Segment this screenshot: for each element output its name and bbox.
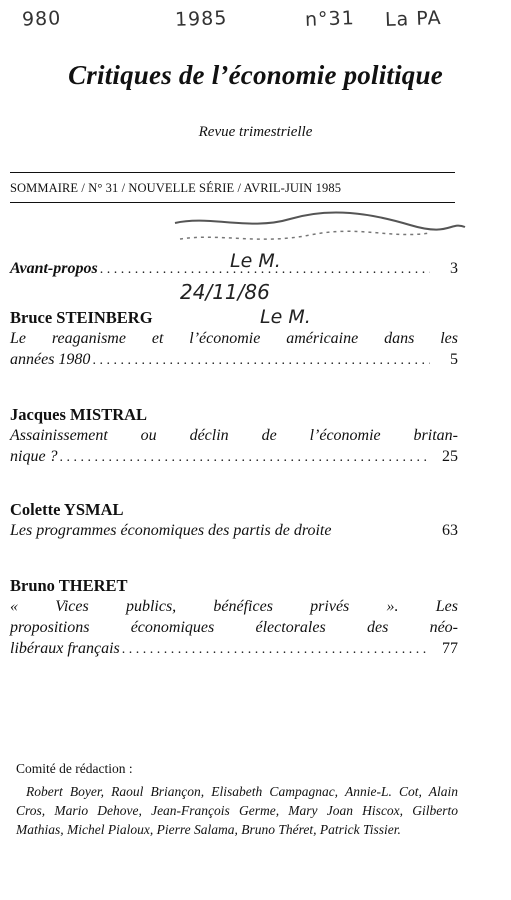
toc-page: 5 bbox=[450, 351, 458, 368]
toc-title-line: Assainissement ou déclin de l’économie britan- bbox=[10, 427, 458, 444]
editorial-committee-heading: Comité de rédaction : bbox=[16, 761, 133, 776]
handwritten-date: 24/11/86 bbox=[180, 280, 270, 304]
toc-title: Avant-propos bbox=[10, 260, 98, 277]
editorial-committee-members: Robert Boyer, Raoul Briançon, Elisabeth Campagnac, Annie-L. Cot, Alain Cros, Mario Dehove, Jean-François Germe, Mary Joan Hiscox, Gilberto Mathias, Michel Pialoux, Pierre Salama, Bruno Théret, Patrick Tissier. bbox=[16, 784, 458, 837]
toc-author: Jacques MISTRAL bbox=[10, 405, 148, 424]
handwritten-note-2: Le M. bbox=[260, 306, 311, 328]
sommaire-header: SOMMAIRE / N° 31 / NOUVELLE SÉRIE / AVRIL-JUIN 1985 bbox=[10, 181, 342, 195]
divider-top bbox=[10, 172, 455, 173]
handwritten-abbrev: La PA bbox=[384, 7, 442, 31]
toc-title-line: nique ? bbox=[10, 448, 58, 465]
dot-leader bbox=[122, 639, 430, 660]
toc-author: Bruno THERET bbox=[10, 576, 128, 595]
handwritten-issue-number: n°31 bbox=[304, 7, 356, 31]
toc-author: Colette YSMAL bbox=[10, 500, 124, 519]
dot-leader bbox=[60, 447, 430, 468]
toc-author: Bruce STEINBERG bbox=[10, 308, 153, 327]
toc-page: 77 bbox=[442, 640, 458, 657]
handwritten-catalog-number: 980 bbox=[21, 7, 62, 31]
toc-title-line: années 1980 bbox=[10, 351, 91, 368]
toc-entry-steinberg bbox=[10, 308, 458, 371]
toc-title-line: propositions économiques électorales des néo- bbox=[10, 619, 458, 636]
toc-page: 63 bbox=[442, 522, 458, 539]
handwritten-year: 1985 bbox=[174, 7, 228, 31]
toc-page: 3 bbox=[450, 260, 458, 277]
toc-title-line: Les programmes économiques des partis de droite bbox=[10, 522, 332, 539]
toc-entry-mistral bbox=[10, 405, 458, 468]
toc-title-line: Le reaganisme et l’économie américaine dans les bbox=[10, 330, 458, 347]
divider-bottom bbox=[10, 202, 455, 203]
toc-title-line: « Vices publics, bénéfices privés ». Les bbox=[10, 598, 458, 615]
toc-title-line: libéraux français bbox=[10, 640, 120, 657]
toc-page: 25 bbox=[442, 448, 458, 465]
toc-entry-theret bbox=[10, 576, 458, 660]
journal-title: Critiques de l’économie politique bbox=[68, 60, 443, 90]
stamp-scribble bbox=[170, 205, 470, 249]
dot-leader bbox=[92, 350, 430, 371]
journal-subtitle: Revue trimestrielle bbox=[198, 124, 313, 140]
handwritten-note-1: Le M. bbox=[230, 250, 281, 272]
toc-entry-ysmal bbox=[10, 500, 458, 541]
